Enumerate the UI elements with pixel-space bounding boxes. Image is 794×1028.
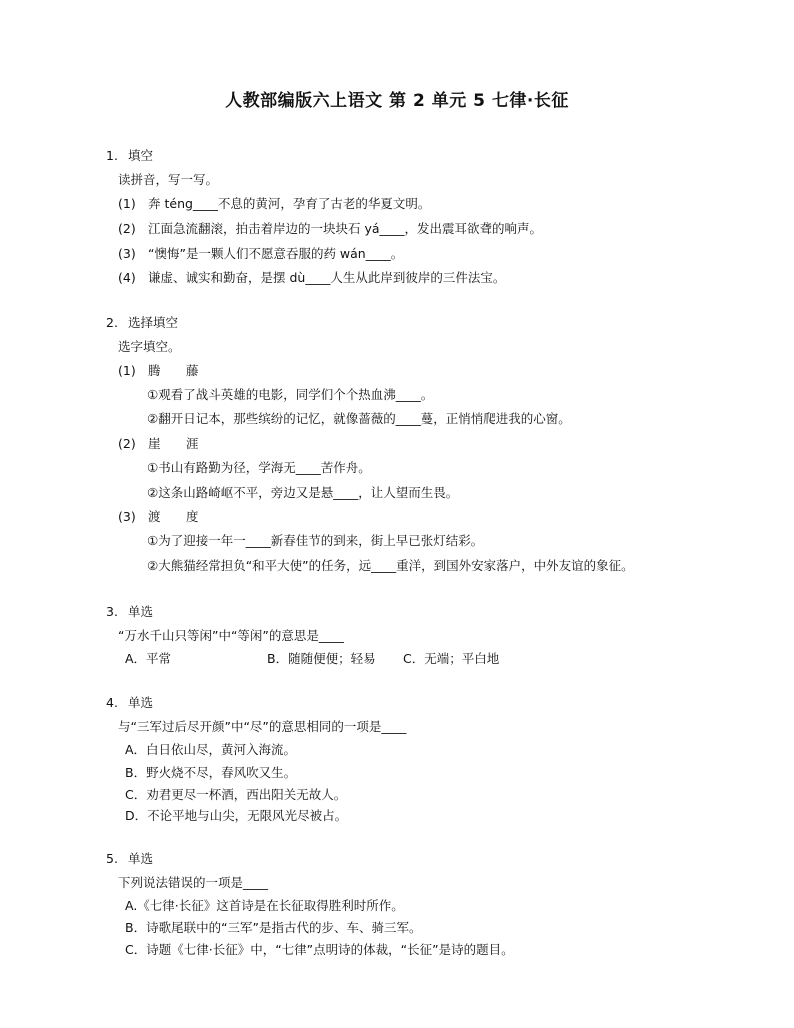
char-option: 渡 — [148, 509, 161, 524]
option-d: D．不论平地与山尖，无限风光尽被占。 — [125, 808, 348, 823]
question-header — [106, 146, 153, 164]
sentence-line: ②这条山路崎岖不平，旁边又是悬____，让人望而生畏。 — [147, 485, 459, 500]
question-header — [106, 313, 178, 331]
question-header — [106, 693, 153, 711]
char-option: 涯 — [186, 436, 199, 451]
question-stem: 下列说法错误的一项是____ — [118, 875, 269, 890]
question-number: 5. — [106, 851, 118, 866]
question-stem: 选字填空。 — [118, 339, 181, 354]
sentence-line: ①观看了战斗英雄的电影，同学们个个热血沸____。 — [147, 387, 434, 402]
item-number: (1) — [118, 196, 136, 211]
question-type: 选择填空 — [127, 315, 178, 330]
sentence-line: ②大熊猫经常担负“和平大使”的任务，远____重洋，到国外安家落户，中外友谊的象征。 — [147, 558, 634, 573]
fill-item — [118, 194, 430, 212]
char-choice-group — [118, 434, 224, 452]
page-title: 人教部编版六上语文 第 2 单元 5 七律·长征 — [225, 91, 569, 111]
option-c: C．劝君更尽一杯酒，西出阳关无故人。 — [125, 787, 347, 802]
item-text: 奔 téng____不息的黄河，孕育了古老的华夏文明。 — [148, 196, 431, 211]
sentence-line: ①书山有路勤为径，学海无____苦作舟。 — [147, 460, 371, 475]
sentence-line: ①为了迎接一年一____新春佳节的到来，街上早已张灯结彩。 — [147, 533, 484, 548]
option-c: C．无端；平白地 — [403, 651, 500, 666]
question-number: 3. — [106, 604, 118, 619]
option-b: B．野火烧不尽，春风吹又生。 — [125, 765, 297, 780]
item-text: 谦虚、诚实和勤奋，是摆 dù____人生从此岸到彼岸的三件法宝。 — [148, 270, 506, 285]
item-number: (4) — [118, 270, 136, 285]
item-text: 江面急流翻滚，拍击着岸边的一块块石 yá____，发出震耳欲聋的响声。 — [148, 221, 543, 236]
option-b: B．随随便便；轻易 — [267, 651, 376, 666]
item-number: (3) — [118, 246, 136, 261]
option-c: C．诗题《七律·长征》中，“七律”点明诗的体裁，“长征”是诗的题目。 — [125, 942, 514, 957]
question-header — [106, 849, 153, 867]
char-choice-group — [118, 361, 224, 379]
question-header — [106, 602, 153, 620]
question-stem: 读拼音，写一写。 — [118, 172, 219, 187]
question-type: 单选 — [127, 604, 153, 619]
question-number: 2. — [106, 315, 118, 330]
fill-item — [118, 219, 542, 237]
question-type: 单选 — [127, 851, 153, 866]
char-choice-group — [118, 507, 224, 525]
char-option: 度 — [186, 509, 199, 524]
fill-item — [118, 244, 403, 262]
question-stem: “万水千山只等闲”中“等闲”的意思是____ — [118, 628, 344, 643]
question-type: 单选 — [127, 695, 153, 710]
fill-item — [118, 268, 505, 286]
group-number: (3) — [118, 509, 136, 524]
option-a: A．白日依山尽，黄河入海流。 — [125, 742, 297, 757]
question-stem: 与“三军过后尽开颜”中“尽”的意思相同的一项是____ — [118, 719, 407, 734]
item-text: “懊悔”是一颗人们不愿意吞服的药 wán____。 — [148, 246, 404, 261]
option-b: B．诗歌尾联中的“三军”是指古代的步、车、骑三军。 — [125, 920, 422, 935]
group-number: (2) — [118, 436, 136, 451]
item-number: (2) — [118, 221, 136, 236]
char-option: 崖 — [148, 436, 161, 451]
option-a: A.《七律·长征》这首诗是在长征取得胜利时所作。 — [125, 898, 404, 913]
group-number: (1) — [118, 363, 136, 378]
char-option: 腾 — [148, 363, 161, 378]
question-number: 1. — [106, 148, 118, 163]
sentence-line: ②翻开日记本，那些缤纷的记忆，就像蔷薇的____蔓，正悄悄爬进我的心窗。 — [147, 411, 571, 426]
option-a: A．平常 — [125, 651, 172, 666]
option-row — [125, 649, 499, 667]
char-option: 藤 — [186, 363, 199, 378]
question-type: 填空 — [127, 148, 153, 163]
question-number: 4. — [106, 695, 118, 710]
